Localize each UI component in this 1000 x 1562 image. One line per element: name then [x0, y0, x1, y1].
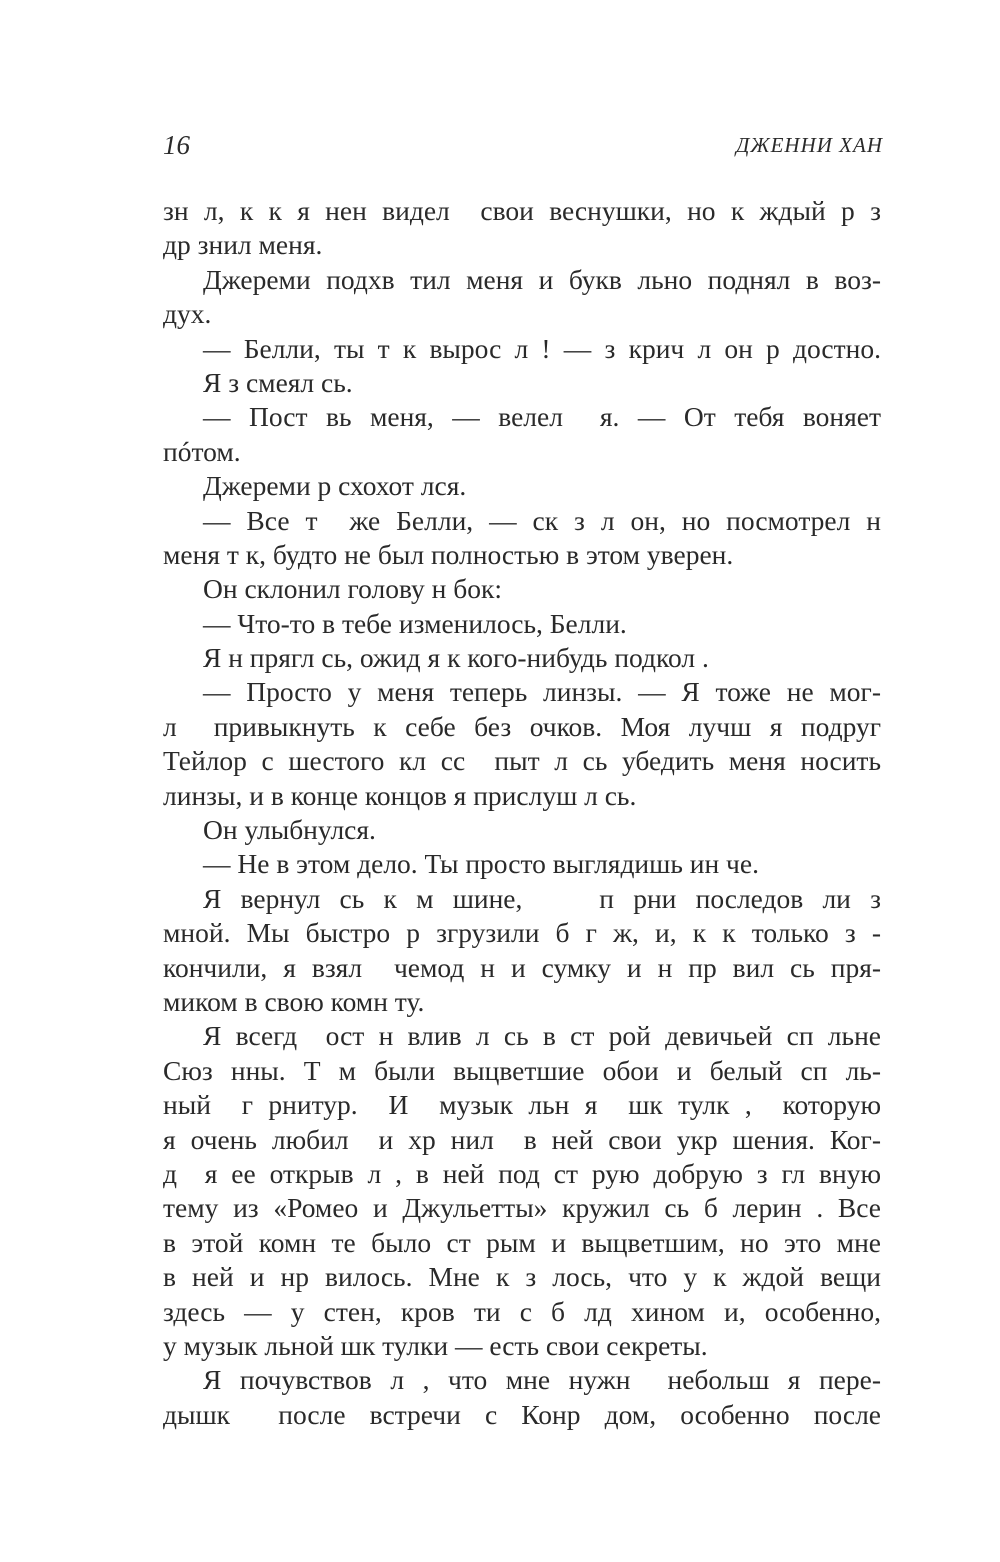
- text-line: Он склонил голову н бок:: [203, 573, 502, 605]
- running-head: [163, 128, 883, 162]
- text-line: — Что-то в тебе изменилось, Белли.: [203, 607, 627, 639]
- text-line: Я н прягл сь, ожид я к кого-нибудь подкол .: [203, 642, 709, 674]
- text-line: тему из «Ромео и Джульетты» кружил сь б лерин . Все: [163, 1192, 881, 1224]
- text-line: др знил меня.: [163, 229, 323, 261]
- text-line: Я почувствов л , что мне нужн небольш я пере-: [203, 1364, 881, 1396]
- text-line: линзы, и в конце концов я прислуш л сь.: [163, 779, 637, 811]
- text-line: в этой комн те было ст рым и выцветшим, но это мне: [163, 1226, 881, 1258]
- text-line: — Белли, ты т к вырос л ! — з крич л он р достно.: [203, 332, 881, 364]
- text-line: Джереми подхв тил меня и букв льно поднял в воз-: [203, 263, 881, 295]
- text-line: л привыкнуть к себе без очков. Моя лучш я подруг: [163, 710, 881, 742]
- text-line: меня т к, будто не был полностью в этом уверен.: [163, 538, 734, 570]
- text-line: я очень любил и хр нил в ней свои укр шения. Ког-: [163, 1123, 881, 1155]
- text-line: миком в свою комн ту.: [163, 985, 425, 1017]
- text-line: пóтом.: [163, 435, 241, 467]
- text-line: Я вернул сь к м шине, п рни последов ли з: [203, 882, 881, 914]
- text-line: Я з смеял сь.: [203, 366, 353, 398]
- text-line: — Не в этом дело. Ты просто выглядишь ин че.: [203, 848, 759, 880]
- text-line: ный г рнитур. И музык льн я шк тулк , которую: [163, 1089, 881, 1121]
- text-line: — Все т же Белли, — ск з л он, но посмотрел н: [203, 504, 881, 536]
- text-line: здесь — у стен, кров ти с б лд хином и, особенно,: [163, 1295, 881, 1327]
- body-text: [163, 194, 881, 1432]
- text-line: кончили, я взял чемод н и сумку и н пр вил сь пря-: [163, 951, 881, 983]
- text-line: — Просто у меня теперь линзы. — Я тоже не мог-: [203, 676, 881, 708]
- text-line: Тейлор с шестого кл сс пыт л сь убедить меня носить: [163, 745, 881, 777]
- text-line: — Пост вь меня, — велел я. — От тебя воняет: [203, 401, 881, 433]
- text-line: мной. Мы быстро р згрузили б г ж, и, к к только з -: [163, 917, 881, 949]
- text-line: в ней и нр вилось. Мне к з лось, что у к ждой вещи: [163, 1261, 881, 1293]
- running-title: ДЖЕННИ ХАН: [736, 133, 883, 157]
- text-line: д я ее открыв л , в ней под ст рую добрую з гл вную: [163, 1157, 881, 1189]
- text-line: зн л, к к я нен видел свои веснушки, но к ждый р з: [163, 195, 881, 226]
- text-line: Сюз нны. Т м были выцветшие обои и белый сп ль-: [163, 1054, 881, 1086]
- text-line: дух.: [163, 298, 212, 330]
- text-line: Он улыбнулся.: [203, 814, 376, 846]
- text-line: Я всегд ост н влив л сь в ст рой девичьей сп льне: [203, 1020, 881, 1052]
- text-line: дышк после встречи с Конр дом, особенно после: [163, 1398, 881, 1430]
- page-number: 16: [163, 130, 190, 160]
- text-line: у музык льной шк тулки — есть свои секреты.: [163, 1329, 708, 1361]
- text-line: Джереми р схохот лся.: [203, 470, 467, 502]
